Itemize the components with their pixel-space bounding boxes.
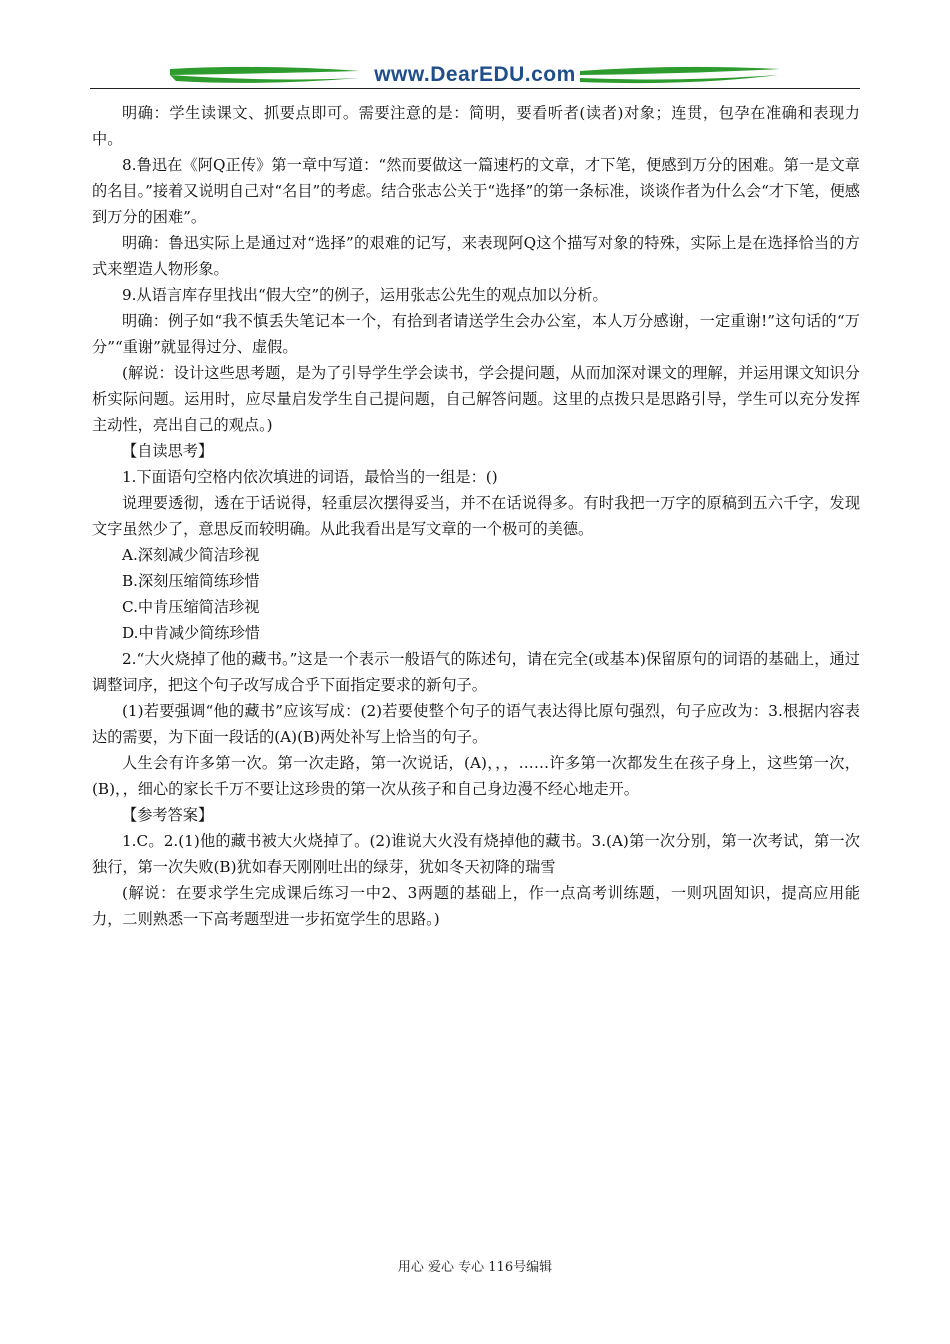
option-b: B.深刻压缩简练珍惜 [122, 572, 260, 590]
page-footer: 用心 爱心 专心 116号编辑 [397, 1260, 553, 1275]
document-body [92, 100, 860, 932]
paragraph: 明确：鲁迅实际上是通过对“选择”的艰难的记写，来表现阿Q这个描写对象的特殊，实际上是在选择恰当的方式来塑造人物形象。 [92, 234, 860, 278]
question: 1.下面语句空格内依次填进的词语，最恰当的一组是：() [122, 468, 498, 486]
paragraph: 明确：例子如“我不慎丢失笔记本一个，有拾到者请送学生会办公室，本人万分感谢，一定重谢!”这句话的“万分”“重谢”就显得过分、虚假。 [92, 312, 860, 356]
section-heading: 【参考答案】 [122, 806, 214, 824]
paragraph: 9.从语言库存里找出“假大空”的例子，运用张志公先生的观点加以分析。 [122, 286, 608, 304]
paragraph: (解说：在要求学生完成课后练习一中2、3两题的基础上，作一点高考训练题，一则巩固知识，提高应用能力，二则熟悉一下高考题型进一步拓宽学生的思路。) [92, 884, 860, 928]
question: 2.“大火烧掉了他的藏书。”这是一个表示一般语气的陈述句，请在完全(或基本)保留原句的词语的基础上，通过调整词序，把这个句子改写成合乎下面指定要求的新句子。 [92, 650, 860, 694]
option-c: C.中肯压缩简洁珍视 [122, 598, 260, 616]
paragraph: 明确：学生读课文、抓要点即可。需要注意的是：简明，要看听者(读者)对象；连贯，包孕在准确和表现力中。 [92, 104, 860, 148]
section-heading: 【自读思考】 [122, 442, 214, 460]
header-divider [90, 88, 860, 89]
paragraph: (1)若要强调“他的藏书”应该写成：(2)若要使整个句子的语气表达得比原句强烈，句子应改为：3.根据内容表达的需要，为下面一段话的(A)(B)两处补写上恰当的句子。 [92, 702, 860, 746]
paragraph: (解说：设计这些思考题，是为了引导学生学会读书，学会提问题，从而加深对课文的理解，并运用课文知识分析实际问题。运用时，应尽量启发学生自己提问题，自己解答问题。这里的点拨只是思路引导，学生可以充分发挥主动性，亮出自己的观点。) [92, 364, 860, 434]
site-logo-text: www.DearEDU.com [374, 63, 576, 86]
paragraph: 人生会有许多第一次。第一次走路，第一次说话，(A)，，，……许多第一次都发生在孩子身上，这些第一次，(B)，，细心的家长千万不要让这珍贵的第一次从孩子和自己身边漫不经心地走开。 [92, 754, 860, 798]
answer-paragraph: 1.C。2.(1)他的藏书被大火烧掉了。(2)谁说大火没有烧掉他的藏书。3.(A)第一次分别，第一次考试，第一次独行，第一次失败(B)犹如春天刚刚吐出的绿芽，犹如冬天初降的瑞雪 [92, 832, 860, 876]
option-a: A.深刻减少简洁珍视 [122, 546, 260, 564]
option-d: D.中肯减少简练珍惜 [122, 624, 260, 642]
paragraph: 8.鲁迅在《阿Q正传》第一章中写道：“然而要做这一篇速朽的文章，才下笔，便感到万分的困难。第一是文章的名目。”接着又说明自己对“名目”的考虑。结合张志公关于“选择”的第一条标准，谈谈作者为什么会“才下笔，便感到万分的困难”。 [92, 156, 860, 226]
paragraph: 说理要透彻，透在于话说得，轻重层次摆得妥当，并不在话说得多。有时我把一万字的原稿到五六千字，发现文字虽然少了，意思反而较明确。从此我看出是写文章的一个极可的美德。 [92, 494, 860, 538]
